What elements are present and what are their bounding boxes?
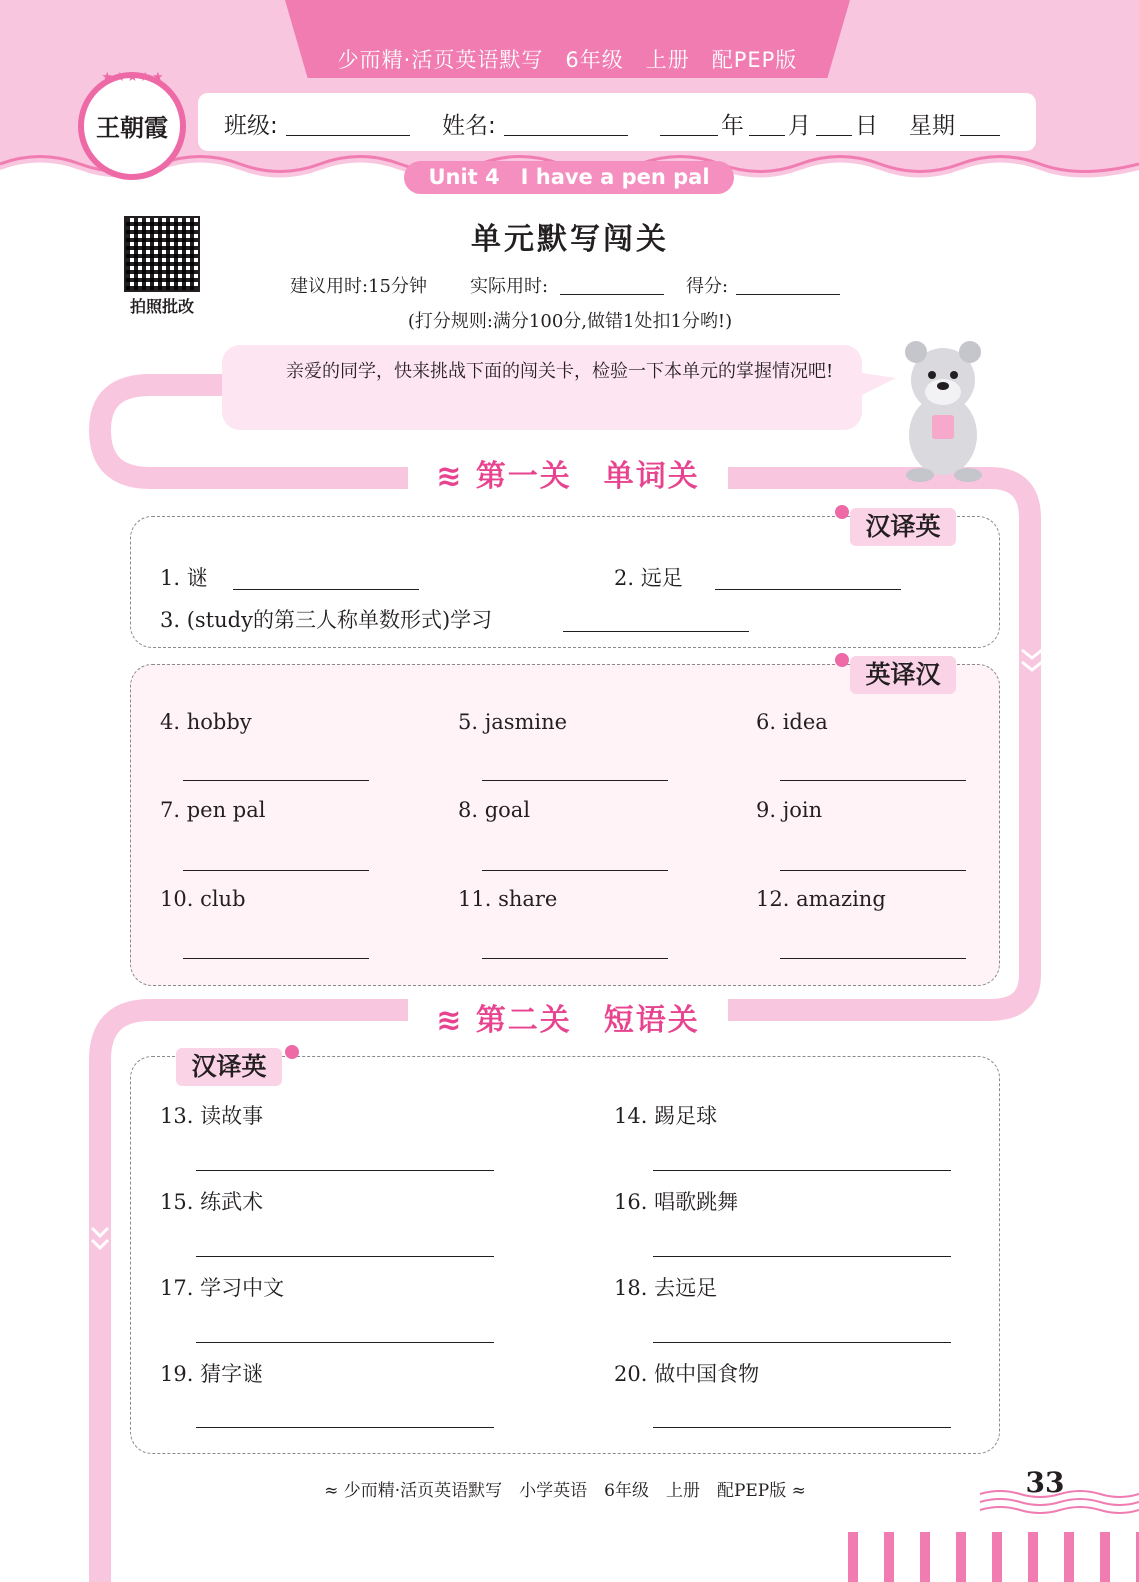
question-19: 19. 猜字谜: [160, 1362, 264, 1386]
scoring-rule: (打分规则:满分100分,做错1处扣1分哟!): [407, 311, 733, 332]
answer-line-3[interactable]: [563, 631, 749, 632]
question-12: 12. amazing: [756, 887, 886, 911]
tag-dot-icon: [285, 1045, 299, 1059]
year-label: 年: [721, 113, 744, 139]
day-label: 日: [855, 113, 878, 139]
answer-line-11[interactable]: [482, 958, 668, 959]
section2-part-a-tag: 汉译英: [176, 1048, 282, 1086]
answer-line-10[interactable]: [183, 958, 369, 959]
intro-text: 亲爱的同学，快来挑战下面的闯关卡，检验一下本单元的掌握情况吧!: [286, 361, 834, 382]
student-info-box: [198, 93, 1036, 151]
answer-line-12[interactable]: [780, 958, 966, 959]
weekday-blank[interactable]: [960, 107, 1000, 136]
answer-line-18[interactable]: [653, 1342, 951, 1343]
weekday-label: 星期: [909, 113, 955, 139]
name-label: 姓名:: [442, 113, 496, 139]
question-6: 6. idea: [756, 710, 828, 734]
month-blank[interactable]: [749, 107, 785, 136]
page-number: 33: [1025, 1466, 1065, 1499]
answer-line-1[interactable]: [233, 589, 419, 590]
answer-line-5[interactable]: [482, 780, 668, 781]
section1-heading: ≋ 第一关 单词关: [408, 454, 728, 500]
actual-time-blank[interactable]: [560, 272, 664, 295]
score-blank[interactable]: [736, 272, 840, 295]
question-11: 11. share: [458, 887, 558, 911]
answer-line-2[interactable]: [715, 589, 901, 590]
section1-part-a-tag: 汉译英: [850, 508, 956, 546]
bear-mascot-icon: [888, 330, 998, 485]
score-label: 得分:: [686, 276, 729, 297]
logo-text: 王朝霞: [96, 113, 168, 142]
answer-line-13[interactable]: [196, 1170, 494, 1171]
answer-line-16[interactable]: [653, 1256, 951, 1257]
section2-heading: ≋ 第二关 短语关: [408, 998, 728, 1044]
qr-label: 拍照批改: [129, 297, 194, 316]
footer-stripes: [848, 1532, 1139, 1582]
question-2: 2. 远足: [614, 566, 683, 590]
question-9: 9. join: [756, 798, 823, 822]
suggested-time: 建议用时:15分钟: [290, 276, 427, 297]
answer-line-15[interactable]: [196, 1256, 494, 1257]
class-label: 班级:: [224, 113, 278, 139]
unit-title: Unit 4 I have a pen pal: [404, 161, 734, 194]
question-4: 4. hobby: [160, 710, 252, 734]
question-10: 10. club: [160, 887, 246, 911]
answer-line-17[interactable]: [196, 1342, 494, 1343]
question-3: 3. (study的第三人称单数形式)学习: [160, 608, 493, 632]
qr-code-icon[interactable]: [124, 216, 200, 292]
answer-line-9[interactable]: [780, 870, 966, 871]
question-18: 18. 去远足: [614, 1276, 718, 1300]
class-blank[interactable]: [286, 107, 410, 136]
question-14: 14. 踢足球: [614, 1104, 718, 1128]
section1-part-b-tag: 英译汉: [850, 656, 956, 694]
answer-line-8[interactable]: [482, 870, 668, 871]
time-row: [290, 272, 890, 300]
footer-text: ≈ 少而精·活页英语默写 小学英语 6年级 上册 配PEP版 ≈: [324, 1481, 806, 1501]
tag-dot-icon: [835, 505, 849, 519]
name-blank[interactable]: [504, 107, 628, 136]
logo-stars-icon: ★★★★★: [101, 70, 165, 85]
student-info-row: [198, 107, 1036, 139]
month-label: 月: [788, 113, 811, 139]
answer-line-14[interactable]: [653, 1170, 951, 1171]
question-16: 16. 唱歌跳舞: [614, 1190, 739, 1214]
question-1: 1. 谜: [160, 566, 208, 590]
question-7: 7. pen pal: [160, 798, 266, 822]
answer-line-20[interactable]: [653, 1427, 951, 1428]
answer-line-4[interactable]: [183, 780, 369, 781]
question-17: 17. 学习中文: [160, 1276, 285, 1300]
tag-dot-icon: [835, 653, 849, 667]
answer-line-7[interactable]: [183, 870, 369, 871]
page-title: 单元默写闯关: [471, 222, 669, 257]
answer-line-6[interactable]: [780, 780, 966, 781]
question-20: 20. 做中国食物: [614, 1362, 760, 1386]
question-5: 5. jasmine: [458, 710, 568, 734]
series-title: 少而精·活页英语默写 6年级 上册 配PEP版: [337, 48, 798, 72]
day-blank[interactable]: [816, 107, 852, 136]
question-15: 15. 练武术: [160, 1190, 264, 1214]
actual-time-label: 实际用时:: [470, 276, 549, 297]
question-13: 13. 读故事: [160, 1104, 264, 1128]
question-8: 8. goal: [458, 798, 531, 822]
answer-line-19[interactable]: [196, 1427, 494, 1428]
year-blank[interactable]: [660, 107, 718, 136]
